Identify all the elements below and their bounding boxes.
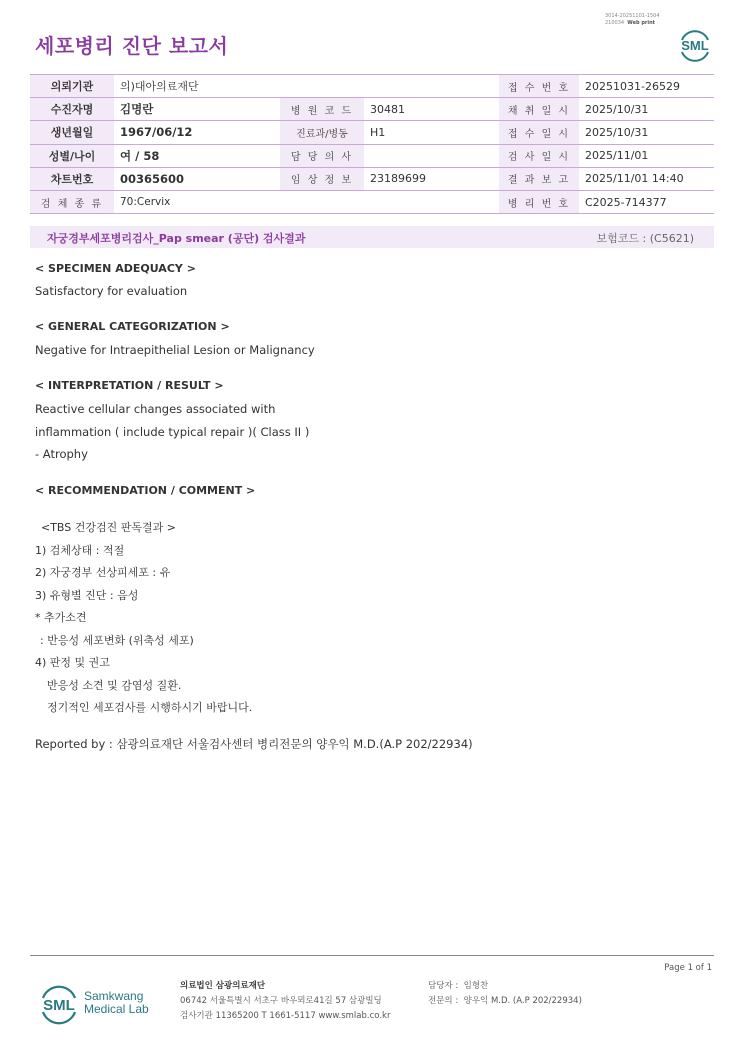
test-title-bar [30,226,714,248]
label-receipt-no: 접 수 번 호 [499,75,579,98]
label-patient-name: 수진자명 [30,98,114,121]
value-receipt-date: 2025/10/31 [579,121,714,144]
recommendation-line-4: 3) 유형별 진단 : 음성 [35,589,139,602]
value-result-report: 2025/11/01 14:40 [579,167,714,190]
footer-contact: 검사기관 11365200 T 1661-5117 www.smlab.co.kr [180,1011,391,1021]
print-id-label: Web print [627,20,656,26]
patient-info-table [30,74,714,214]
label-sex-age: 성별/나이 [30,144,114,167]
interpretation-heading: < INTERPRETATION / RESULT > [35,379,224,392]
lab-name-line-2: Medical Lab [84,1002,149,1016]
label-birth-date: 생년월일 [30,121,114,144]
recommendation-line-5: * 추가소견 [35,611,87,624]
value-requesting-org: 의)대아의료재단 [114,75,499,98]
sml-logo-icon [676,26,714,64]
value-receipt-no: 20251031-26529 [579,75,714,98]
value-test-date: 2025/11/01 [579,144,714,167]
value-physician [364,144,499,167]
label-test-date: 검 사 일 시 [499,144,579,167]
value-pathology-no: C2025-714377 [579,190,714,213]
label-hospital-code: 병 원 코 드 [280,98,364,121]
recommendation-line-8: 반응성 소견 및 감염성 질환. [47,679,182,692]
footer-divider [30,955,714,956]
recommendation-line-1: <TBS 건강검진 판독결과 > [41,521,176,534]
page-number: Page 1 of 1 [664,963,712,973]
info-row [30,75,714,98]
value-sex-age: 여 / 58 [114,144,280,167]
label-pathology-no: 병 리 번 호 [499,190,579,213]
label-result-report: 결 과 보 고 [499,167,579,190]
recommendation-line-9: 정기적인 세포검사를 시행하시기 바랍니다. [47,701,253,714]
footer-staff-info [428,979,582,1009]
adequacy-heading: < SPECIMEN ADEQUACY > [35,262,196,275]
adequacy-text: Satisfactory for evaluation [35,284,188,298]
lab-name-line-1: Samkwang [84,989,144,1003]
value-department: H1 [364,121,499,144]
info-row [30,144,714,167]
sml-footer-logo-text: SML [43,997,75,1014]
value-chart-no: 00365600 [114,167,280,190]
footer-specialist: 양우익 M.D. (A.P 202/22934) [463,996,582,1006]
print-id-code: 210034 [605,20,625,26]
footer-address: 06742 서울특별시 서초구 바우뫼로41길 57 삼광빌딩 [180,996,382,1006]
test-name: 자궁경부세포병리검사_Pap smear (공단) 검사결과 [47,232,306,245]
recommendation-heading: < RECOMMENDATION / COMMENT > [35,484,256,497]
sml-logo-text: SML [681,38,709,53]
value-collection-date: 2025/10/31 [579,98,714,121]
category-text: Negative for Intraepithelial Lesion or Malignancy [35,343,315,357]
label-department: 진료과/병동 [280,121,364,144]
footer-org-name: 의료법인 삼광의료재단 [180,981,266,991]
footer-staff-label: 담당자 : [428,981,459,991]
interpretation-line-2: inflammation ( include typical repair )( Class II ) [35,425,310,439]
interpretation-line-1: Reactive cellular changes associated with [35,402,276,416]
value-clinical-info: 23189699 [364,167,499,190]
recommendation-line-3: 2) 자궁경부 선상피세포 : 유 [35,566,171,579]
label-requesting-org: 의뢰기관 [30,75,114,98]
info-row [30,190,714,213]
reported-by: Reported by : 삼광의료재단 서울검사센터 병리전문의 양우익 M.D.(A.P 202/22934) [35,737,473,751]
footer-specialist-label: 전문의 : [428,996,459,1006]
label-chart-no: 차트번호 [30,167,114,190]
insurance-code: 보험코드 : (C5621) [596,232,694,245]
label-collection-date: 채 취 일 시 [499,98,579,121]
interpretation-line-3: - Atrophy [35,447,88,461]
print-id-line2 [605,20,660,27]
footer-org-info [180,979,390,1024]
recommendation-line-2: 1) 검체상태 : 적절 [35,544,125,557]
label-specimen-type: 검 체 종 류 [30,190,114,213]
label-clinical-info: 임 상 정 보 [280,167,364,190]
value-patient-name: 김명란 [114,98,280,121]
recommendation-line-7: 4) 판정 및 권고 [35,656,110,669]
info-row [30,98,714,121]
sml-footer-logo-icon [36,981,82,1027]
value-specimen-type: 70:Cervix [114,190,499,213]
info-row [30,121,714,144]
footer-staff: 임형찬 [463,981,489,991]
value-hospital-code: 30481 [364,98,499,121]
recommendation-line-6: : 반응성 세포변화 (위축성 세포) [40,634,194,647]
info-row [30,167,714,190]
page-title: 세포병리 진단 보고서 [35,34,229,58]
value-birth-date: 1967/06/12 [114,121,280,144]
lab-name [84,990,149,1016]
label-physician: 담 당 의 사 [280,144,364,167]
category-heading: < GENERAL CATEGORIZATION > [35,320,230,333]
label-receipt-date: 접 수 일 시 [499,121,579,144]
print-id-line1: 3014-20251101-1504 [605,13,660,19]
print-id [605,13,660,27]
